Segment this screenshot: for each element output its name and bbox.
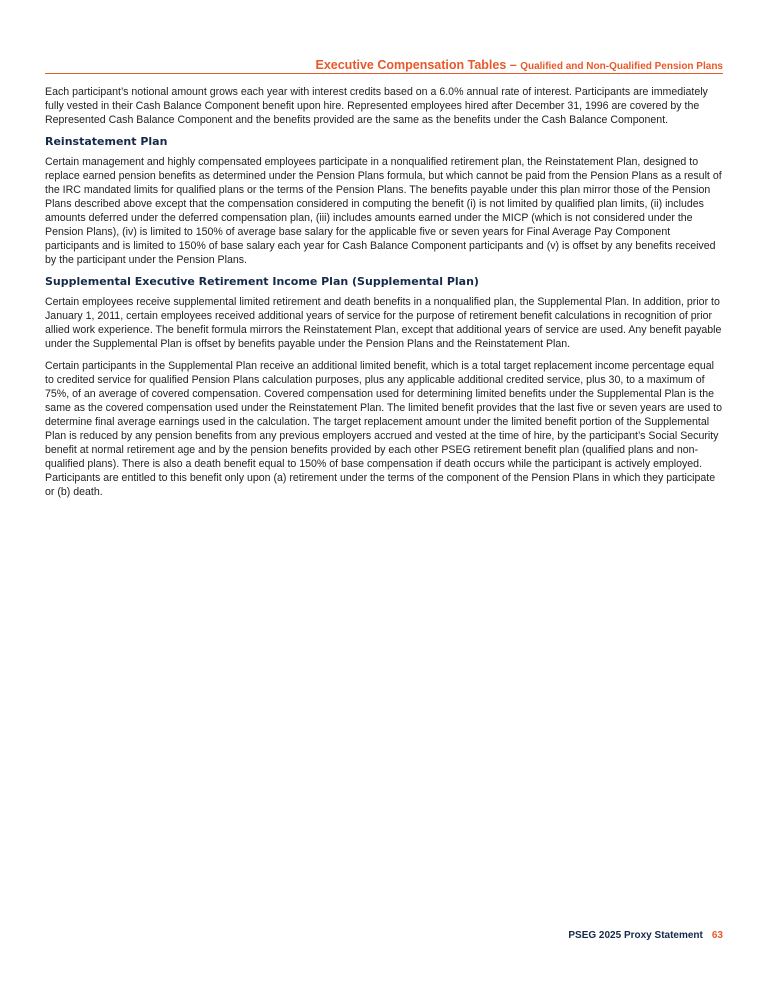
footer-document-name: PSEG 2025 Proxy Statement xyxy=(568,930,703,941)
supplemental-paragraph-1: Certain employees receive supplemental limited retirement and death benefits in a nonqualified plan, the Supplemental Plan. In addition, prior to January 1, 2011, certain employees received additional years of service for the purpose of retirement benefit calculations in recognition of prior allied work experience. The benefit formula mirrors the Reinstatement Plan, except that additional years of service are used. Any benefit payable under the Supplemental Plan is offset by benefits payable under the Pension Plans and the Reinstatement Plan. xyxy=(45,296,722,350)
reinstatement-paragraph: Certain management and highly compensated employees participate in a nonqualified retirement plan, the Reinstatement Plan, designed to replace earned pension benefits as determined under the Pension Plans formula, but which cannot be paid from the Pension Plans as a result of the IRC mandated limits for qualified plans or the terms of the Pension Plans. The benefits payable under this plan mirror those of the Pension Plans described above except that the compensation considered in computing the benefit (i) is not limited by qualified plan limits, (ii) includes amounts deferred under the deferred compensation plan, (iii) includes amounts earned under the MICP (which is not considered under the Pension Plans), (iv) is limited to 150% of average base salary for the applicable five or seven years for Final Average Pay Component participants and is limited to 150% of base salary each year for Cash Balance Component participants and (v) is offset by any benefits received by the participant under the Pension Plans. xyxy=(45,156,722,266)
header-separator: – xyxy=(506,58,521,72)
header-title: Executive Compensation Tables xyxy=(315,58,507,72)
page-footer xyxy=(568,930,723,941)
supplemental-paragraph-2: Certain participants in the Supplemental Plan receive an additional limited benefit, which is a total target replacement income percentage equal to credited service for qualified Pension Plans calculation purposes, plus any applicable additional credited service, plus 30, to a maximum of 75%, of an average of covered compensation. Covered compensation used for determining limited benefits under the Supplemental Plan is the same as the covered compensation used under the Reinstatement Plan. The limited benefit provides that the last five or seven years are used to determine final average earnings used in the calculation. The target replacement amount under the limited benefit portion of the Supplemental Plan is reduced by any pension benefits from any previous employers accrued and vested at the time of hire, by the participant’s Social Security benefit at normal retirement age and by the pension benefits provided by each other PSEG retirement benefit plan (qualified plans and non-qualified plans). There is also a death benefit equal to 150% of base compensation if death occurs while the participant is actively employed. Participants are entitled to this benefit only upon (a) retirement under the terms of the component of the Pension Plans in which they participate or (b) death. xyxy=(45,360,723,498)
page-content xyxy=(45,85,725,507)
running-header xyxy=(45,56,723,74)
reinstatement-heading: Reinstatement Plan xyxy=(45,135,168,148)
header-subtitle: Qualified and Non-Qualified Pension Plans xyxy=(520,61,723,72)
intro-paragraph: Each participant’s notional amount grows each year with interest credits based on a 6.0% annual rate of interest. Participants are immediately fully vested in their Cash Balance Component benefit upon hire. Represented employees hired after December 31, 1996 are covered by the Represented Cash Balance Component and the benefits provided are the same as the benefits under the Cash Balance Component. xyxy=(45,86,708,126)
supplemental-heading: Supplemental Executive Retirement Income Plan (Supplemental Plan) xyxy=(45,275,479,288)
page-number: 63 xyxy=(711,930,723,941)
header-rule xyxy=(45,73,723,74)
